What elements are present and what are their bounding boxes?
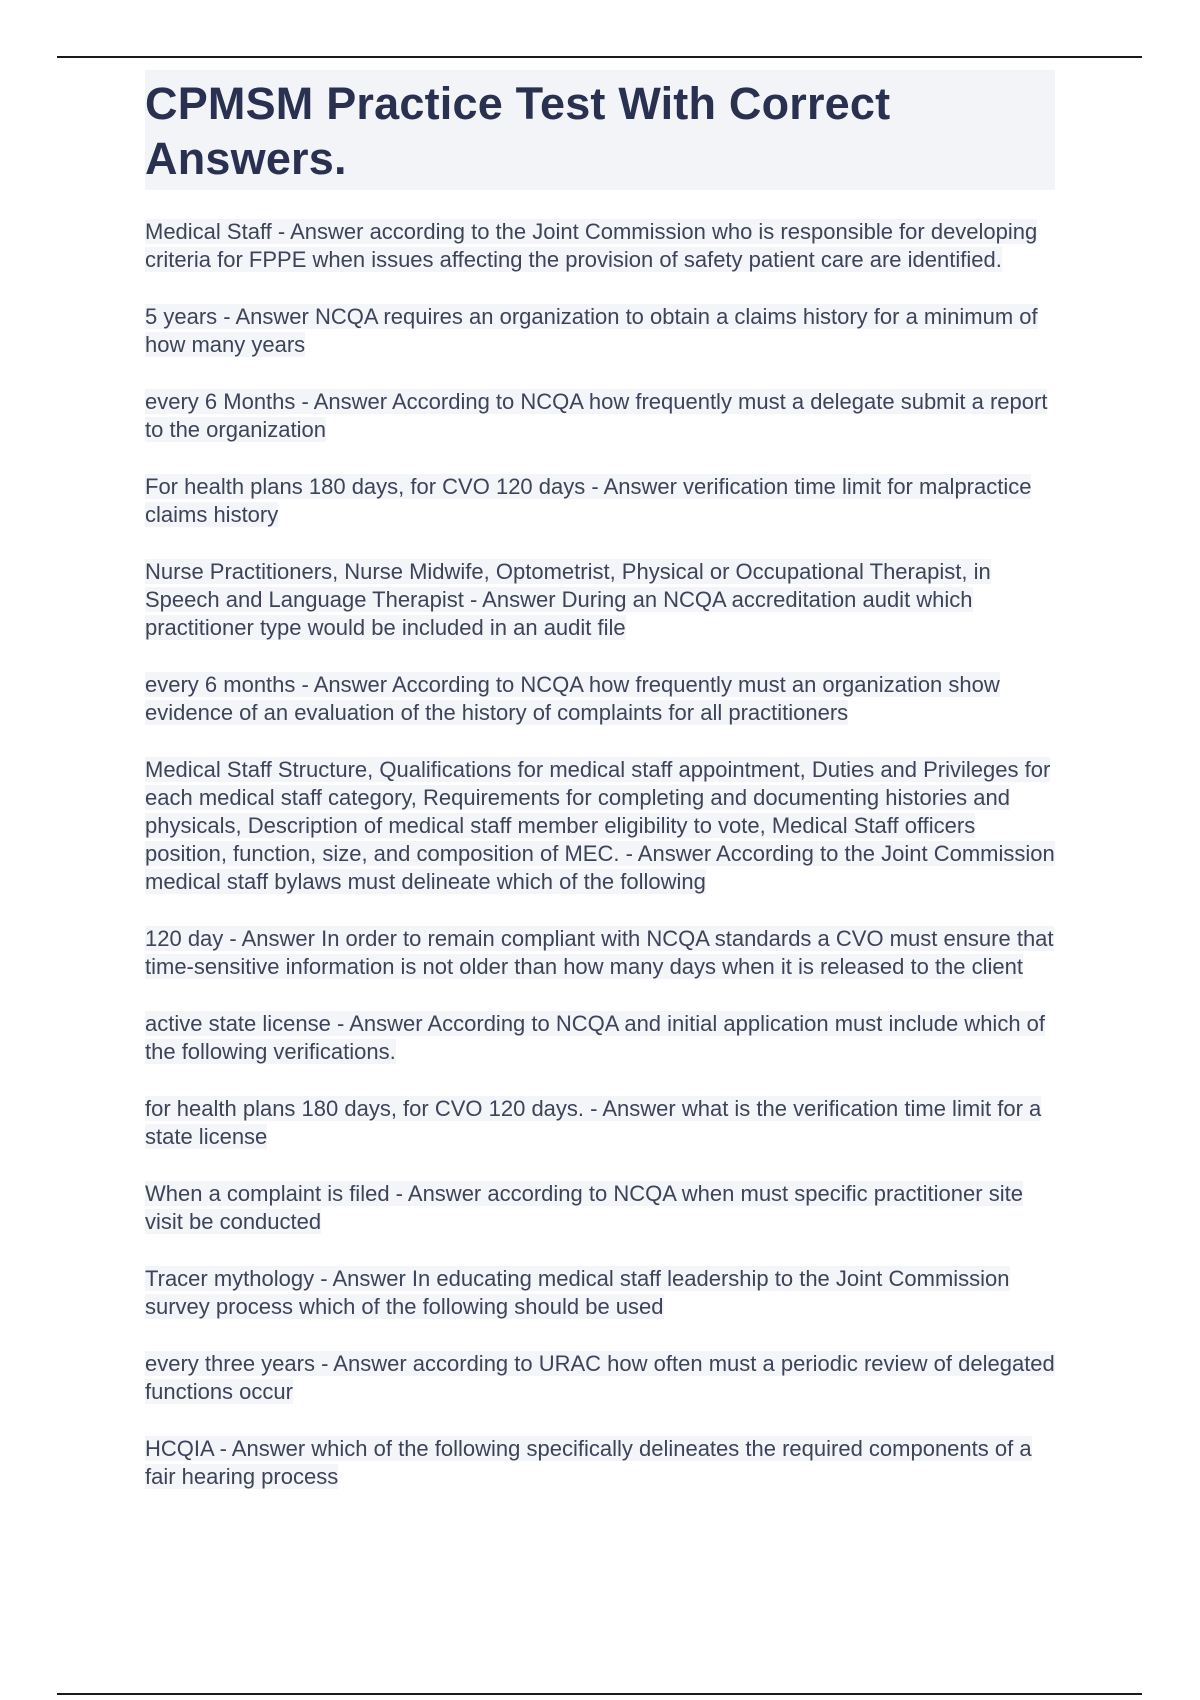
- qa-item: [145, 1180, 1055, 1236]
- qa-text: Medical Staff Structure, Qualifications for medical staff appointment, Duties and Privileges for each medical staff category, Requirements for completing and documenting histories and physicals, Description of medical staff member eligibility to vote, Medical Staff officers position, function, size, and composition of MEC. - Answer According to the Joint Commission medical staff bylaws must delineate which of the following: [145, 757, 1055, 894]
- qa-text: every 6 Months - Answer According to NCQA how frequently must a delegate submit a report to the organization: [145, 389, 1048, 442]
- qa-item: [145, 1095, 1055, 1151]
- qa-item: [145, 303, 1055, 359]
- qa-text: For health plans 180 days, for CVO 120 days - Answer verification time limit for malpractice claims history: [145, 474, 1032, 527]
- qa-item: [145, 1350, 1055, 1406]
- qa-text: every 6 months - Answer According to NCQA how frequently must an organization show evidence of an evaluation of the history of complaints for all practitioners: [145, 672, 1000, 725]
- qa-item: [145, 388, 1055, 444]
- qa-item: [145, 756, 1055, 896]
- qa-item: [145, 1435, 1055, 1491]
- qa-item: [145, 558, 1055, 642]
- qa-text: Tracer mythology - Answer In educating medical staff leadership to the Joint Commission survey process which of the following should be used: [145, 1266, 1010, 1319]
- qa-list: [145, 218, 1055, 1491]
- qa-item: [145, 925, 1055, 981]
- qa-item: [145, 671, 1055, 727]
- qa-text: When a complaint is filed - Answer according to NCQA when must specific practitioner site visit be conducted: [145, 1181, 1023, 1234]
- qa-text: 120 day - Answer In order to remain compliant with NCQA standards a CVO must ensure that time-sensitive information is not older than how many days when it is released to the client: [145, 926, 1054, 979]
- qa-item: [145, 473, 1055, 529]
- qa-text: Nurse Practitioners, Nurse Midwife, Optometrist, Physical or Occupational Therapist, in Speech and Language Therapist - Answer During an NCQA accreditation audit which practitioner type would be included in an audit file: [145, 559, 991, 640]
- qa-text: active state license - Answer According to NCQA and initial application must include which of the following verifications.: [145, 1011, 1046, 1064]
- page-title: CPMSM Practice Test With Correct Answers.: [145, 78, 891, 184]
- bottom-rule: [57, 1693, 1142, 1695]
- qa-item: [145, 1010, 1055, 1066]
- qa-item: [145, 1265, 1055, 1321]
- qa-text: 5 years - Answer NCQA requires an organization to obtain a claims history for a minimum of how many years: [145, 304, 1038, 357]
- qa-text: every three years - Answer according to URAC how often must a periodic review of delegated functions occur: [145, 1351, 1055, 1404]
- qa-item: [145, 218, 1055, 274]
- document-body: [145, 70, 1055, 1520]
- qa-text: for health plans 180 days, for CVO 120 days. - Answer what is the verification time limit for a state license: [145, 1096, 1042, 1149]
- qa-text: HCQIA - Answer which of the following specifically delineates the required components of a fair hearing process: [145, 1436, 1032, 1489]
- top-rule: [57, 56, 1142, 58]
- qa-text: Medical Staff - Answer according to the Joint Commission who is responsible for developing criteria for FPPE when issues affecting the provision of safety patient care are identified.: [145, 219, 1038, 272]
- title-block: [145, 70, 1055, 190]
